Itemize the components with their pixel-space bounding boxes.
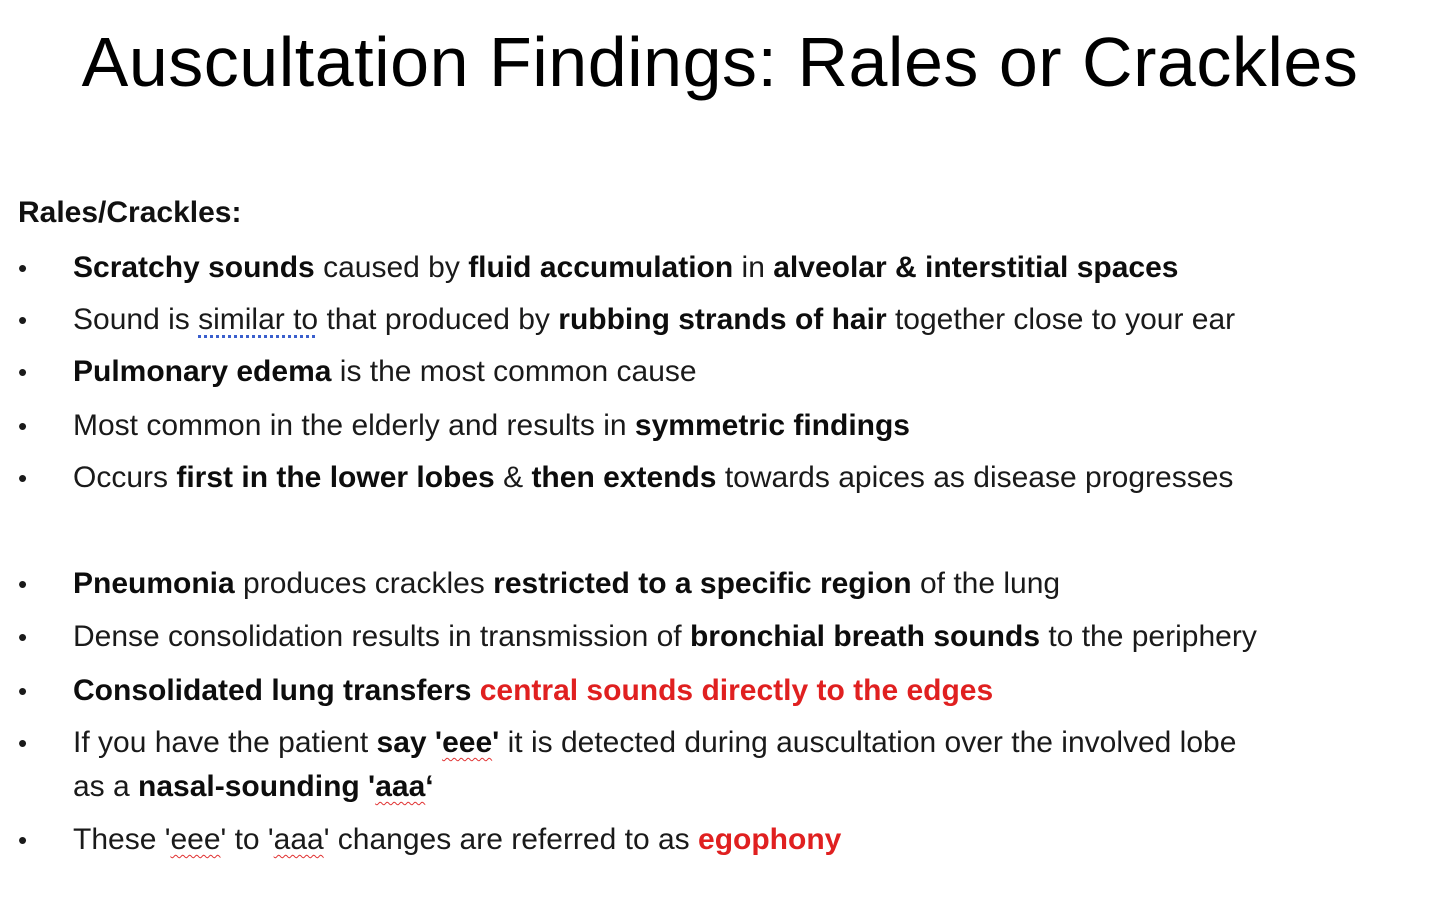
section-heading: Rales/Crackles: (18, 196, 242, 229)
text-run: egophony (698, 823, 842, 856)
text-run: say ' (376, 726, 443, 759)
text-run: These ' (73, 823, 171, 856)
text-run: Occurs (73, 461, 177, 494)
text-run: alveolar & interstitial spaces (773, 251, 1179, 284)
text-run: Sound is (73, 303, 199, 336)
bullet-point: • (18, 305, 28, 335)
text-run: If you have the patient (73, 726, 377, 759)
text-run: ' (492, 726, 500, 759)
bullet-text (73, 350, 1423, 394)
bullet-point: • (18, 676, 28, 706)
text-run: similar to (198, 303, 319, 336)
bullet-text (73, 721, 1423, 809)
bullet-text (73, 404, 1423, 448)
bullet-text (73, 456, 1423, 500)
text-run: first in the lower lobes (176, 461, 495, 494)
text-run: in (733, 251, 774, 284)
text-run: to the periphery (1040, 620, 1257, 653)
text-run: that produced by (318, 303, 559, 336)
bullet-text (73, 562, 1423, 606)
bullet-point: • (18, 357, 28, 387)
bullet-text (73, 246, 1423, 290)
bullet-text (73, 615, 1423, 659)
text-run: central sounds directly to the edges (479, 674, 994, 707)
text-run: Dense consolidation results in transmission of (73, 620, 690, 653)
bullet-point: • (18, 728, 28, 758)
bullet-text-continuation (73, 765, 1423, 809)
text-run: bronchial breath sounds (689, 620, 1041, 653)
text-run: nasal-sounding ' (138, 770, 376, 803)
bullet-point: • (18, 825, 28, 855)
text-run: Scratchy sounds (73, 251, 315, 284)
text-run: eee (442, 726, 493, 759)
text-run: towards apices as disease progresses (716, 461, 1234, 494)
bullet-text (73, 669, 1423, 713)
text-run: as a (73, 770, 139, 803)
text-run: of the lung (911, 567, 1061, 600)
bullet-point: • (18, 622, 28, 652)
bullet-point: • (18, 253, 28, 283)
text-run: Pneumonia (73, 567, 235, 600)
text-run: ' changes are referred to as (323, 823, 699, 856)
text-run: is the most common cause (331, 355, 697, 388)
text-run: rubbing strands of hair (558, 303, 887, 336)
text-run: ' to ' (220, 823, 274, 856)
text-run: fluid accumulation (468, 251, 734, 284)
text-run: aaa (375, 770, 426, 803)
bullet-point: • (18, 463, 28, 493)
bullet-point: • (18, 569, 28, 599)
bullet-text (73, 298, 1423, 342)
slide-title: Auscultation Findings: Rales or Crackles (81, 23, 1359, 101)
text-run: Most common in the elderly and results in (73, 409, 635, 442)
text-run: eee (170, 823, 221, 856)
text-run: then extends (531, 461, 717, 494)
text-run: aaa (273, 823, 324, 856)
text-run: ‘ (425, 770, 434, 803)
text-run: & (494, 461, 532, 494)
text-run: restricted to a specific region (493, 567, 912, 600)
text-run: it is detected during auscultation over the involved lobe (499, 726, 1237, 759)
text-run: produces crackles (234, 567, 494, 600)
text-run: Consolidated lung transfers (73, 674, 480, 707)
bullet-text (73, 818, 1423, 862)
text-run: together close to your ear (886, 303, 1236, 336)
text-run: symmetric findings (634, 409, 910, 442)
text-run: caused by (314, 251, 469, 284)
bullet-point: • (18, 411, 28, 441)
text-run: Pulmonary edema (73, 355, 332, 388)
